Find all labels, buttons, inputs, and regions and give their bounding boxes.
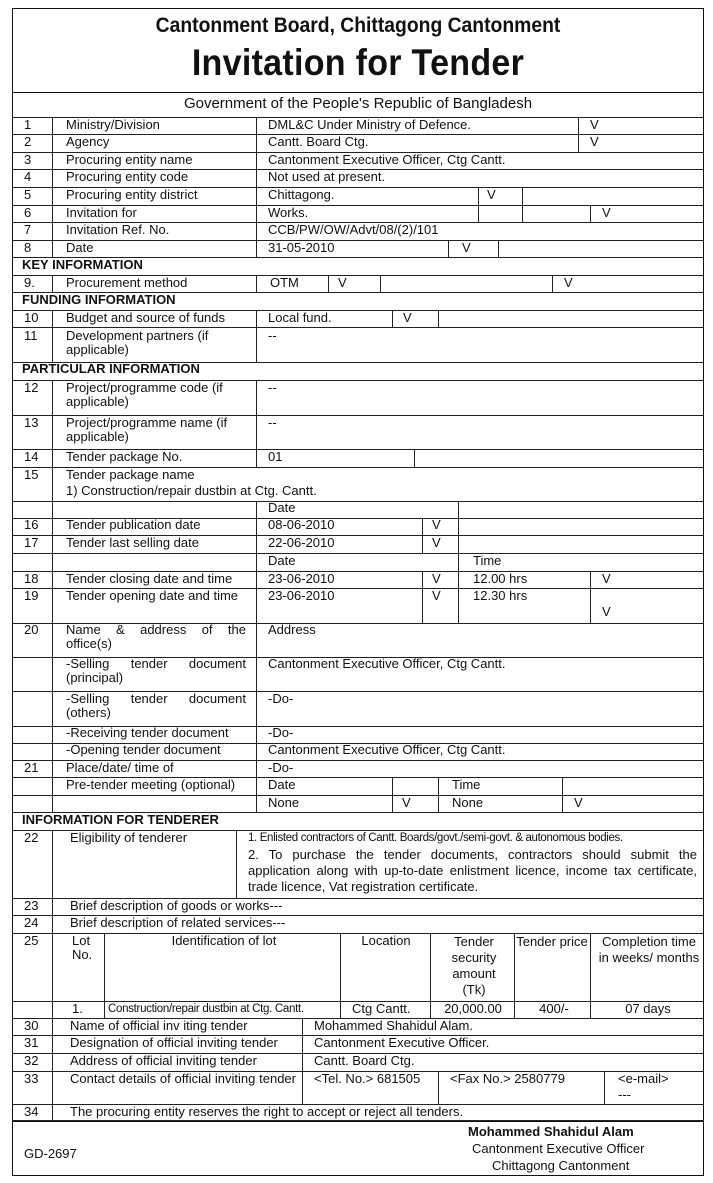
row-label: Agency (66, 134, 110, 149)
organization-title: Cantonment Board, Chittagong Cantonment (155, 14, 561, 37)
column-rule (552, 275, 553, 292)
column-rule (52, 275, 53, 292)
row-label: Development partners (if applicable) (66, 328, 209, 357)
tick-mark: V (403, 310, 412, 325)
row-value: 23-06-2010 (268, 571, 335, 586)
tick-mark: V (602, 571, 611, 586)
column-rule (52, 117, 53, 257)
contact-fax: <Fax No.> 2580779 (450, 1071, 565, 1086)
section-heading: PARTICULAR INFORMATION (22, 361, 200, 376)
row-number: 34 (24, 1104, 39, 1119)
row-number: 20 (24, 622, 39, 637)
tick-mark: V (574, 795, 583, 810)
row-number: 32 (24, 1053, 39, 1068)
row-rule (12, 240, 704, 241)
column-rule (328, 275, 329, 292)
eligibility-item-2: 2. To purchase the tender documents, contractors should submit the application along with up-to-date enlistment licence, income tax certificate, trade licence, Vat registration certificate. (248, 847, 697, 894)
gd-code: GD-2697 (24, 1146, 77, 1161)
row-value: Cantt. Board Ctg. (314, 1053, 415, 1068)
column-rule (256, 117, 257, 257)
row-value: 22-06-2010 (268, 535, 335, 550)
column-rule (448, 240, 449, 257)
column-rule (438, 310, 439, 327)
tick-mark: V (602, 205, 611, 220)
time-column-header: Time (452, 777, 481, 792)
time-column-header: Time (473, 553, 502, 568)
row-number: 3 (24, 152, 32, 167)
contact-tel: <Tel. No.> 681505 (314, 1071, 421, 1086)
row-label: Procuring entity name (66, 152, 193, 167)
row-value: Address (268, 622, 316, 637)
tick-mark: V (564, 275, 573, 290)
row-number: 30 (24, 1018, 39, 1033)
row-value: 31-05-2010 (268, 240, 335, 255)
column-rule (380, 275, 381, 292)
row-value: Mohammed Shahidul Alam. (314, 1018, 473, 1033)
column-rule (478, 187, 479, 222)
tick-mark: V (590, 134, 599, 149)
row-value: 08-06-2010 (268, 517, 335, 532)
row-label: -Opening tender document (66, 742, 221, 757)
contact-email-label: <e-mail> (618, 1071, 669, 1086)
tick-mark: V (402, 795, 411, 810)
row-value: None (452, 795, 484, 810)
row-number: 7 (24, 222, 32, 237)
column-rule (236, 830, 237, 898)
row-label: -Selling tender document (principal) (66, 656, 246, 685)
lot-cell-security: 20,000.00 (444, 1001, 502, 1016)
tick-mark: V (487, 187, 496, 202)
row-value: -- (268, 380, 277, 395)
tick-mark: V (432, 517, 441, 532)
tick-mark: V (432, 535, 441, 550)
row-label: Address of official inviting tender (70, 1053, 257, 1068)
lot-cell-location: Ctg Cantt. (352, 1001, 411, 1016)
page-title: Invitation for Tender (191, 42, 525, 83)
row-value: CCB/PW/OW/Advt/08/(2)/101 (268, 222, 439, 237)
row-value: -- (268, 415, 277, 430)
column-rule (590, 205, 591, 222)
row-label: Tender closing date and time (66, 571, 233, 586)
row-value: Cantonment Executive Officer, Ctg Cantt. (268, 152, 506, 167)
row-value: Cantt. Board Ctg. (268, 134, 369, 149)
row-value: Cantonment Executive Officer. (314, 1035, 490, 1050)
row-label: Invitation Ref. No. (66, 222, 170, 237)
row-rule (12, 501, 704, 502)
lot-header: Identification of lot (171, 933, 277, 948)
footer (12, 1121, 704, 1177)
date-column-header: Date (268, 777, 296, 792)
row-number: 25 (24, 933, 39, 948)
row-value: Cantonment Executive Officer, Ctg Cantt. (268, 656, 506, 671)
row-number: 15 (24, 467, 39, 482)
lot-cell-price: 400/- (539, 1001, 569, 1016)
row-number: 19 (24, 588, 39, 603)
column-rule (458, 501, 459, 623)
row-number: 5 (24, 187, 32, 202)
column-rule (52, 310, 53, 362)
tick-mark: V (602, 604, 611, 619)
row-value: 23-06-2010 (268, 588, 335, 603)
column-rule (256, 380, 257, 467)
row-value: OTM (270, 275, 299, 290)
row-label: Tender package name (66, 467, 195, 482)
row-number: 17 (24, 535, 39, 550)
row-number: 22 (24, 830, 39, 845)
row-value: -Do- (268, 760, 294, 775)
row-value: None (268, 795, 300, 810)
column-rule (414, 449, 415, 467)
row-rule (12, 553, 704, 554)
column-rule (302, 1018, 303, 1104)
lot-cell-completion: 07 days (625, 1001, 671, 1016)
row-number: 2 (24, 134, 32, 149)
column-rule (578, 117, 579, 152)
lot-header: Completion time in weeks/ months (598, 934, 700, 965)
column-rule (438, 1071, 439, 1104)
date-column-header: Date (268, 500, 296, 515)
row-number: 18 (24, 571, 39, 586)
row-number: 23 (24, 898, 39, 913)
row-label: Tender package No. (66, 449, 183, 464)
lot-cell-number: 1. (72, 1001, 83, 1016)
lot-header: Tender price (516, 934, 588, 949)
row-number: 12 (24, 380, 39, 395)
lot-header: Location (361, 933, 411, 948)
column-rule (256, 310, 257, 362)
section-heading: FUNDING INFORMATION (22, 292, 176, 307)
row-rule (12, 795, 704, 796)
row-label: Tender last selling date (66, 535, 199, 550)
column-rule (498, 240, 499, 257)
row-label: Brief description of goods or works--- (70, 898, 283, 913)
row-value: 01 (268, 449, 283, 464)
row-number: 14 (24, 449, 39, 464)
row-label: Ministry/Division (66, 117, 160, 132)
column-rule (392, 777, 393, 812)
row-label: Project/programme code (if applicable) (66, 380, 223, 409)
row-value: -- (268, 328, 277, 343)
row-value: Cantonment Executive Officer, Ctg Cantt. (268, 742, 506, 757)
row-number: 21 (24, 760, 39, 775)
signer-name: Mohammed Shahidul Alam (468, 1124, 634, 1139)
signer-designation: Cantonment Executive Officer (472, 1141, 645, 1156)
row-label: -Receiving tender document (66, 725, 229, 740)
lot-cell-identification: Construction/repair dustbin at Ctg. Cantt. (108, 1003, 304, 1015)
column-rule (562, 777, 563, 812)
tick-mark: V (432, 588, 441, 603)
column-rule (392, 310, 393, 327)
row-number: 9. (24, 275, 35, 290)
lot-header: Tender security amount (Tk) (451, 934, 497, 997)
row-number: 33 (24, 1071, 39, 1086)
column-rule (604, 1071, 605, 1104)
row-number: 4 (24, 169, 32, 184)
row-number: 10 (24, 310, 39, 325)
row-value: Local fund. (268, 310, 332, 325)
row-label: Project/programme name (if applicable) (66, 415, 228, 444)
row-label: Invitation for (66, 205, 137, 220)
row-label: Procurement method (66, 275, 188, 290)
date-column-header: Date (268, 553, 296, 568)
column-rule (590, 571, 591, 623)
column-rule (522, 187, 523, 222)
column-rule (438, 777, 439, 812)
row-value: Chittagong. (268, 187, 335, 202)
column-rule (256, 501, 257, 812)
section-heading: KEY INFORMATION (22, 257, 143, 272)
row-label: Date (66, 240, 94, 255)
row-number: 31 (24, 1035, 39, 1050)
column-rule (52, 380, 53, 812)
row-label: Name of official inv iting tender (70, 1018, 248, 1033)
row-label: Name & address of the office(s) (66, 622, 246, 651)
section-heading: INFORMATION FOR TENDERER (22, 812, 219, 827)
row-value: Works. (268, 205, 309, 220)
signer-location: Chittagong Cantonment (492, 1158, 630, 1173)
row-label: Procuring entity code (66, 169, 189, 184)
row-label: Place/date/ time of (66, 760, 174, 775)
row-value: -Do- (268, 725, 294, 740)
column-rule (422, 571, 423, 623)
row-number: 8 (24, 240, 32, 255)
title-divider (12, 92, 704, 93)
row-number: 6 (24, 205, 32, 220)
row-value: -Do- (268, 691, 294, 706)
tick-mark: V (462, 240, 471, 255)
row-value: Not used at present. (268, 169, 386, 184)
package-name-value: 1) Construction/repair dustbin at Ctg. Cantt. (66, 483, 317, 498)
row-number: 16 (24, 517, 39, 532)
column-rule (422, 518, 423, 553)
column-rule (52, 830, 53, 1120)
row-label: The procuring entity reserves the right to accept or reject all tenders. (70, 1104, 464, 1119)
row-label: Eligibility of tenderer (70, 830, 188, 845)
time-value: 12.30 hrs (473, 588, 528, 603)
row-number: 24 (24, 915, 39, 930)
row-number: 1 (24, 117, 32, 132)
row-number: 13 (24, 415, 39, 430)
tick-mark: V (432, 571, 441, 586)
government-heading: Government of the People's Republic of Bangladesh (183, 95, 533, 112)
row-label: Brief description of related services--- (70, 915, 286, 930)
row-label: -Selling tender document (others) (66, 691, 246, 720)
column-rule (104, 933, 105, 1018)
row-label: Procuring entity district (66, 187, 198, 202)
row-label: Designation of official inviting tender (70, 1035, 278, 1050)
contact-email-value: --- (618, 1087, 631, 1102)
time-value: 12.00 hrs (473, 571, 528, 586)
lot-header: Lot No. (72, 933, 93, 962)
column-rule (256, 275, 257, 292)
row-number: 11 (24, 328, 38, 343)
eligibility-item-1: 1. Enlisted contractors of Cantt. Boards/govt./semi-govt. & autonomous bodies. (248, 832, 623, 844)
row-label: Contact details of official inviting tender (70, 1071, 296, 1086)
row-label: Pre-tender meeting (optional) (66, 777, 236, 792)
row-label: Budget and source of funds (66, 310, 226, 325)
tick-mark: V (590, 117, 599, 132)
tick-mark: V (338, 275, 347, 290)
row-label: Tender opening date and time (66, 588, 239, 603)
row-label: Tender publication date (66, 517, 201, 532)
row-value: DML&C Under Ministry of Defence. (268, 117, 472, 132)
